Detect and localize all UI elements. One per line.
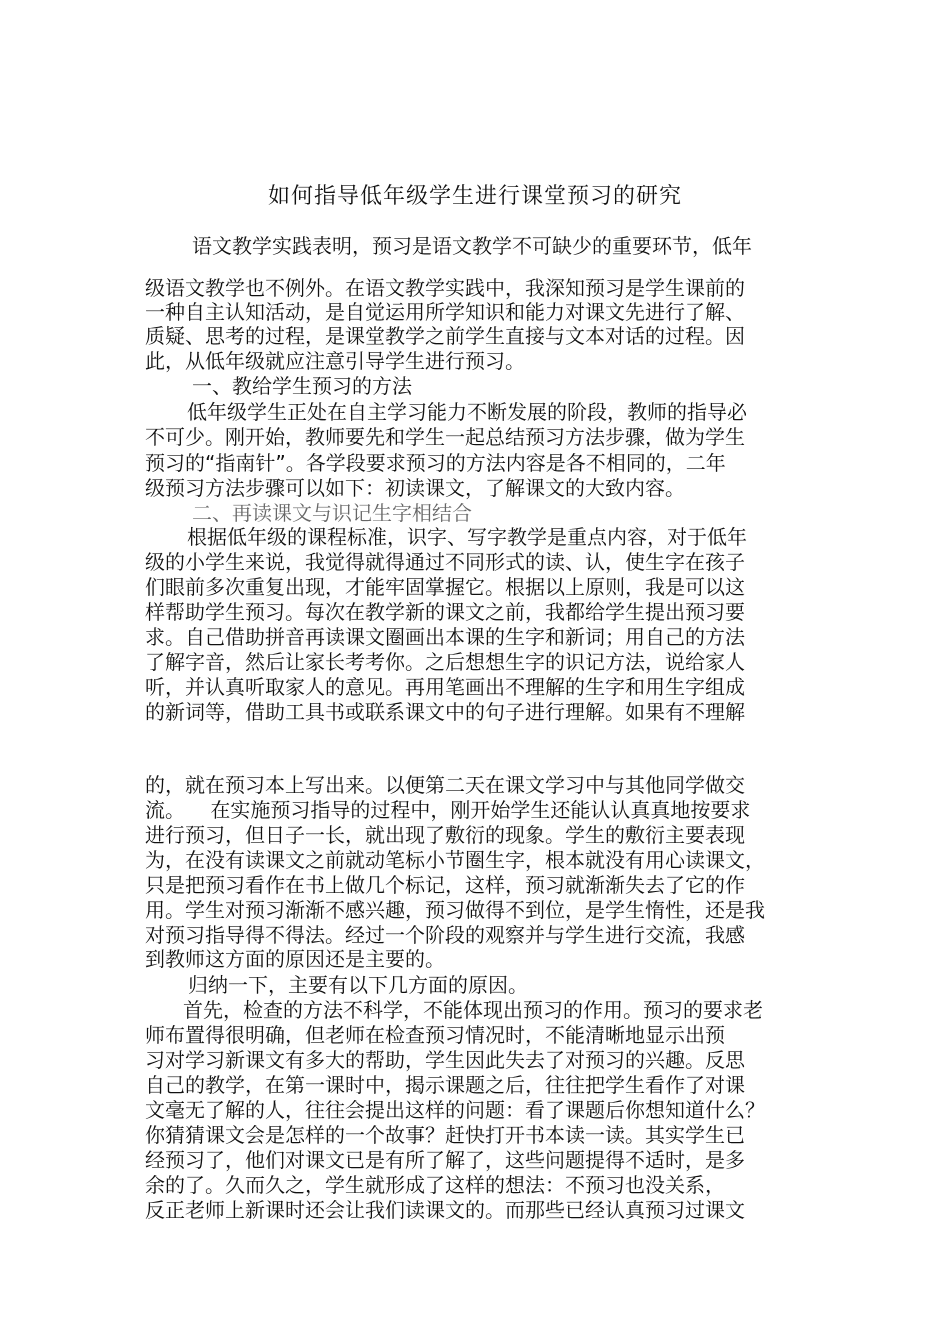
paragraph-line: 此，从低年级就应注意引导学生进行预习。 — [145, 349, 525, 373]
section-heading-2: 二、再读课文与识记生字相结合 — [192, 501, 472, 525]
paragraph-line: 一种自主认知活动，是自觉运用所学知识和能力对课文先进行了解、 — [145, 300, 745, 324]
paragraph-line: 文毫无了解的人，往往会提出这样的问题：看了课题后你想知道什么？ — [145, 1098, 765, 1122]
paragraph-line: 经预习了，他们对课文已是有所了解了，这些问题提得不适时，是多 — [145, 1148, 745, 1172]
paragraph-line: 进行预习，但日子一长，就出现了敷衍的现象。学生的敷衍主要表现 — [145, 823, 745, 847]
paragraph-line: 级语文教学也不例外。在语文教学实践中，我深知预习是学生课前的 — [145, 276, 745, 300]
paragraph-line: 余的了。久而久之，学生就形成了这样的想法：不预习也没关系， — [145, 1173, 725, 1197]
paragraph-line: 级预习方法步骤可以如下：初读课文，了解课文的大致内容。 — [145, 476, 685, 500]
paragraph-line: 师布置得很明确，但老师在检查预习情况时，不能清晰地显示出预 — [145, 1023, 725, 1047]
paragraph-line: 流。 在实施预习指导的过程中，刚开始学生还能认认真真地按要求 — [145, 798, 751, 822]
paragraph-line: 你猜猜课文会是怎样的一个故事？赶快打开书本读一读。其实学生已 — [145, 1123, 745, 1147]
paragraph-line: 根据低年级的课程标准，识字、写字教学是重点内容，对于低年 — [187, 525, 747, 549]
paragraph-line: 语文教学实践表明，预习是语文教学不可缺少的重要环节，低年 — [192, 234, 752, 258]
paragraph-line: 低年级学生正处在自主学习能力不断发展的阶段，教师的指导必 — [187, 400, 747, 424]
paragraph-line: 用。学生对预习渐渐不感兴趣，预习做得不到位，是学生惰性，还是我 — [145, 898, 765, 922]
paragraph-line: 质疑、思考的过程，是课堂教学之前学生直接与文本对话的过程。因 — [145, 324, 745, 348]
paragraph-line: 习对学习新课文有多大的帮助，学生因此失去了对预习的兴趣。反思 — [145, 1048, 745, 1072]
paragraph-line: 的，就在预习本上写出来。以便第二天在课文学习中与其他同学做交 — [145, 773, 745, 797]
paragraph-line: 为，在没有读课文之前就动笔标小节圈生字，根本就没有用心读课文， — [145, 848, 765, 872]
paragraph-line: 自己的教学，在第一课时中，揭示课题之后，往往把学生看作了对课 — [145, 1073, 745, 1097]
paragraph-line: 的新词等，借助工具书或联系课文中的句子进行理解。如果有不理解 — [145, 700, 745, 724]
paragraph-line: 级的小学生来说，我觉得就得通过不同形式的读、认，使生字在孩子 — [145, 550, 745, 574]
paragraph-line: 了解字音，然后让家长考考你。之后想想生字的识记方法，说给家人 — [145, 650, 745, 674]
section-heading-1: 一、教给学生预习的方法 — [192, 374, 412, 398]
paragraph-line: 听，并认真听取家人的意见。再用笔画出不理解的生字和用生字组成 — [145, 675, 745, 699]
paragraph-line: 样帮助学生预习。每次在教学新的课文之前，我都给学生提出预习要 — [145, 600, 745, 624]
document-title: 如何指导低年级学生进行课堂预习的研究 — [267, 184, 682, 209]
paragraph-line: 不可少。刚开始，教师要先和学生一起总结预习方法步骤，做为学生 — [145, 425, 745, 449]
paragraph-line: 对预习指导得不得法。经过一个阶段的观察并与学生进行交流，我感 — [145, 923, 745, 947]
paragraph-line: 只是把预习看作在书上做几个标记，这样，预习就渐渐失去了它的作 — [145, 873, 745, 897]
paragraph-line: 求。自己借助拼音再读课文圈画出本课的生字和新词；用自己的方法 — [145, 625, 745, 649]
paragraph-line: 归纳一下，主要有以下几方面的原因。 — [188, 973, 528, 997]
paragraph-line: 首先，检查的方法不科学，不能体现出预习的作用。预习的要求老 — [183, 998, 763, 1022]
paragraph-line: 反正老师上新课时还会让我们读课文的。而那些已经认真预习过课文 — [145, 1198, 745, 1222]
paragraph-line: 到教师这方面的原因还是主要的。 — [145, 947, 445, 971]
paragraph-line: 预习的“指南针”。各学段要求预习的方法内容是各不相同的，二年 — [145, 451, 726, 475]
paragraph-line: 们眼前多次重复出现，才能牢固掌握它。根据以上原则，我是可以这 — [145, 575, 745, 599]
